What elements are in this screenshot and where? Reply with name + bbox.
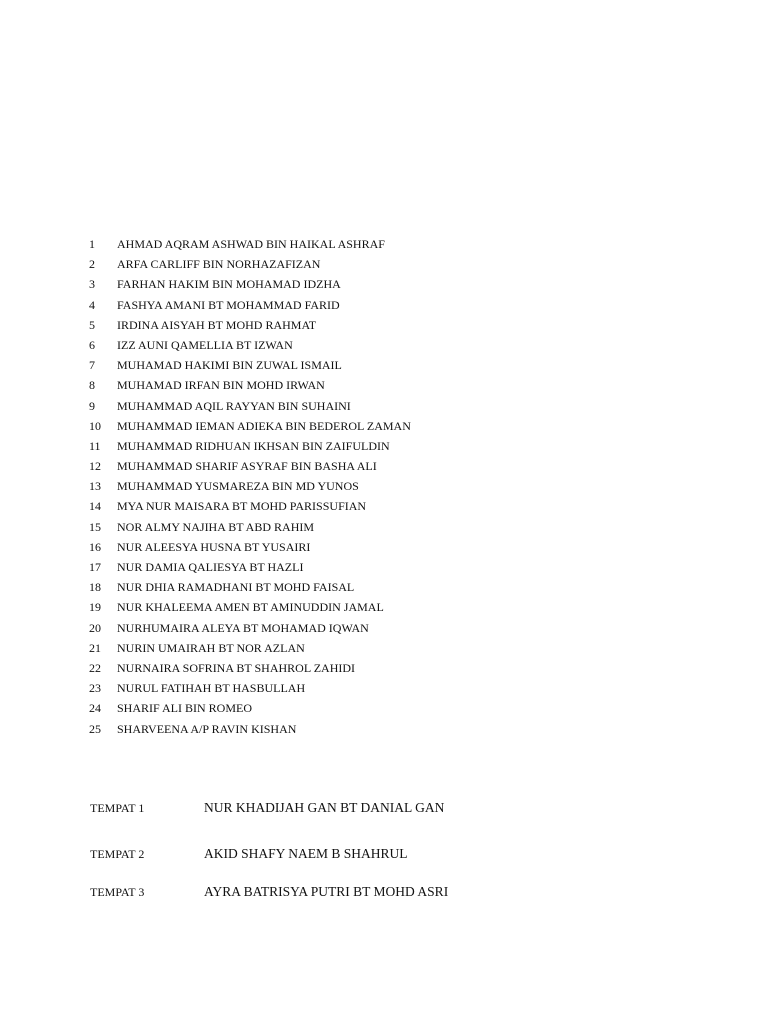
- list-item: [89, 498, 411, 518]
- winner-row-1: [90, 800, 444, 816]
- student-name: SHARIF ALI BIN ROMEO: [117, 701, 253, 716]
- row-number: 15: [89, 519, 101, 534]
- row-number: 22: [89, 660, 101, 675]
- student-name: AHMAD AQRAM ASHWAD BIN HAIKAL ASHRAF: [117, 237, 385, 251]
- list-item: [89, 599, 411, 619]
- student-name: NUR DAMIA QALIESYA BT HAZLI: [117, 560, 304, 574]
- winner-name: NUR KHADIJAH GAN BT DANIAL GAN: [204, 800, 445, 815]
- list-item: [89, 478, 411, 498]
- winner-place-label: TEMPAT 2: [90, 847, 145, 861]
- student-name: IZZ AUNI QAMELLIA BT IZWAN: [117, 337, 293, 352]
- student-name: MUHAMAD IRFAN BIN MOHD IRWAN: [117, 378, 325, 393]
- list-item: [89, 680, 411, 700]
- row-number: 1: [89, 237, 95, 251]
- winner-place-label: TEMPAT 1: [90, 801, 145, 815]
- list-item: [89, 418, 411, 438]
- row-number: 8: [89, 378, 95, 393]
- list-item: [89, 317, 411, 337]
- list-item: [89, 579, 411, 599]
- row-number: 5: [89, 317, 95, 332]
- winner-row-3: [90, 884, 448, 900]
- row-number: 7: [89, 358, 95, 373]
- row-number: 11: [89, 438, 101, 453]
- list-item: [89, 297, 411, 317]
- student-name: MUHAMMAD RIDHUAN IKHSAN BIN ZAIFULDIN: [117, 438, 390, 453]
- list-item: [89, 438, 411, 458]
- row-number: 18: [89, 580, 101, 595]
- row-number: 20: [89, 620, 101, 635]
- list-item: [89, 337, 411, 357]
- row-number: 25: [89, 721, 101, 736]
- student-name: MUHAMMAD YUSMAREZA BIN MD YUNOS: [117, 479, 359, 494]
- list-item: [89, 458, 411, 478]
- row-number: 10: [89, 418, 101, 433]
- row-number: 16: [89, 539, 101, 554]
- row-number: 19: [89, 600, 101, 615]
- row-number: 4: [89, 297, 95, 312]
- student-name: FARHAN HAKIM BIN MOHAMAD IDZHA: [117, 277, 341, 292]
- winner-place-label: TEMPAT 3: [90, 885, 145, 899]
- row-number: 9: [89, 398, 95, 413]
- list-item: [89, 620, 411, 640]
- student-name: MYA NUR MAISARA BT MOHD PARISSUFIAN: [117, 499, 367, 514]
- student-name-list: [89, 236, 411, 741]
- student-name: NURHUMAIRA ALEYA BT MOHAMAD IQWAN: [117, 620, 369, 635]
- list-item: [89, 539, 411, 559]
- row-number: 12: [89, 459, 101, 474]
- student-name: IRDINA AISYAH BT MOHD RAHMAT: [117, 317, 317, 332]
- list-item: [89, 660, 411, 680]
- list-item: [89, 236, 411, 256]
- row-number: 23: [89, 681, 101, 696]
- student-name: NOR ALMY NAJIHA BT ABD RAHIM: [117, 519, 315, 534]
- list-item: [89, 377, 411, 397]
- student-name: FASHYA AMANI BT MOHAMMAD FARID: [117, 297, 340, 312]
- row-number: 21: [89, 640, 101, 655]
- student-name: MUHAMMAD AQIL RAYYAN BIN SUHAINI: [117, 398, 351, 413]
- student-name: NUR ALEESYA HUSNA BT YUSAIRI: [117, 539, 311, 554]
- student-name: ARFA CARLIFF BIN NORHAZAFIZAN: [117, 257, 321, 272]
- list-item: [89, 640, 411, 660]
- student-name: MUHAMAD HAKIMI BIN ZUWAL ISMAIL: [117, 358, 342, 373]
- list-item: [89, 559, 411, 579]
- student-name: NURIN UMAIRAH BT NOR AZLAN: [117, 640, 305, 655]
- list-item: [89, 357, 411, 377]
- list-item: [89, 519, 411, 539]
- student-name: MUHAMMAD SHARIF ASYRAF BIN BASHA ALI: [117, 459, 377, 474]
- list-item: [89, 721, 411, 741]
- list-item: [89, 398, 411, 418]
- student-name: NUR DHIA RAMADHANI BT MOHD FAISAL: [117, 580, 355, 595]
- student-name: NURNAIRA SOFRINA BT SHAHROL ZAHIDI: [117, 660, 356, 675]
- winner-name: AKID SHAFY NAEM B SHAHRUL: [204, 846, 408, 861]
- row-number: 6: [89, 337, 95, 352]
- row-number: 2: [89, 257, 95, 272]
- row-number: 3: [89, 277, 95, 292]
- winner-name: AYRA BATRISYA PUTRI BT MOHD ASRI: [204, 884, 449, 899]
- row-number: 14: [89, 499, 101, 514]
- row-number: 17: [89, 560, 101, 574]
- row-number: 24: [89, 701, 101, 716]
- student-name: NUR KHALEEMA AMEN BT AMINUDDIN JAMAL: [117, 600, 384, 615]
- student-name: NURUL FATIHAH BT HASBULLAH: [117, 681, 306, 696]
- list-item: [89, 700, 411, 720]
- row-number: 13: [89, 479, 101, 494]
- student-name: MUHAMMAD IEMAN ADIEKA BIN BEDEROL ZAMAN: [117, 418, 411, 433]
- winner-row-2: [90, 846, 408, 862]
- student-name: SHARVEENA A/P RAVIN KISHAN: [117, 721, 297, 736]
- list-item: [89, 276, 411, 296]
- list-item: [89, 256, 411, 276]
